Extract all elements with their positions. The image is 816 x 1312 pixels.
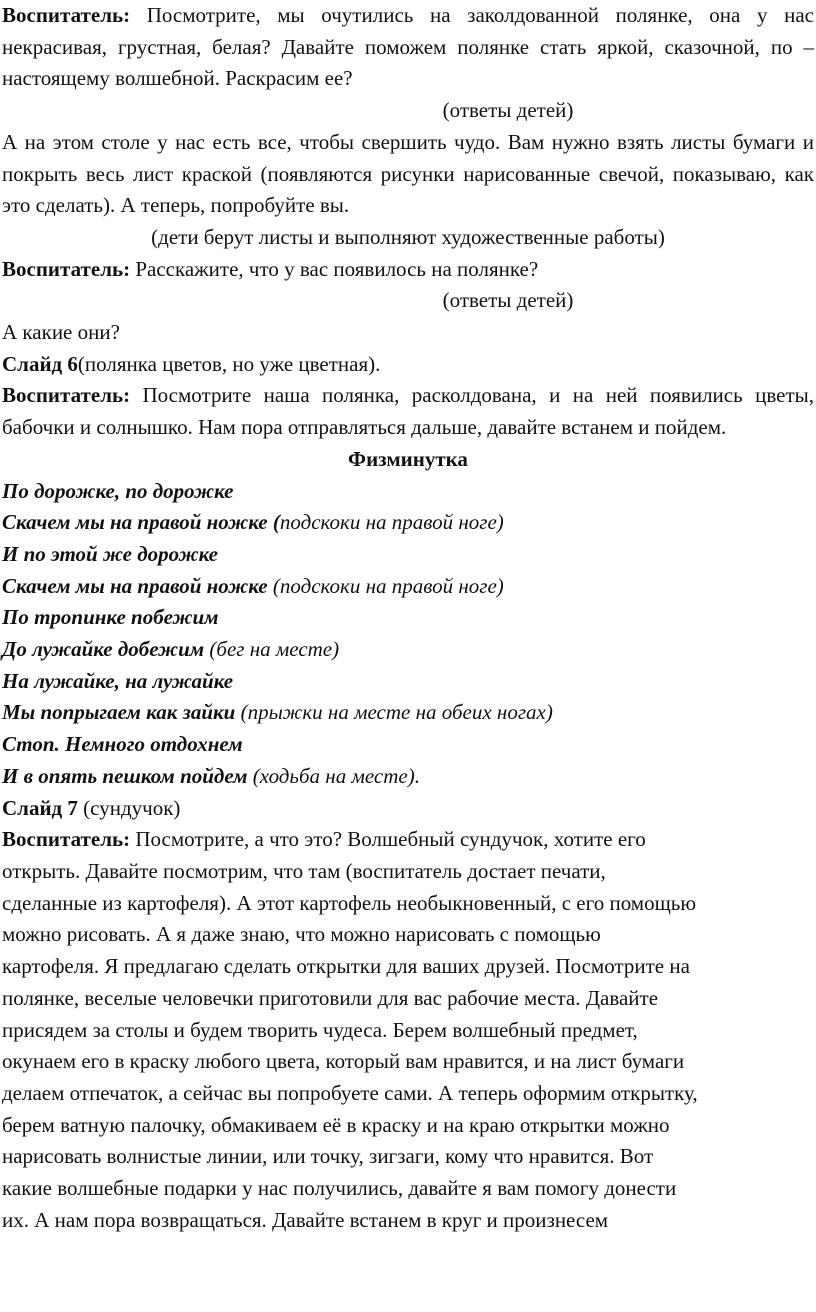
poem-line: Мы попрыгаем как зайки (прыжки на месте на обеих ногах) [2,700,553,725]
text-line: их. А нам пора возвращаться. Давайте встанем в круг и произнесем [2,1207,609,1232]
text-line: картофеля. Я предлагаю сделать открытки для ваших друзей. Посмотрите на [2,954,690,979]
paragraph-question: А какие они? [2,320,120,345]
poem-line: Скачем мы на правой ножке (подскоки на правой ноге) [2,573,504,598]
text-line: открыть. Давайте посмотрим, что там (воспитатель достает печати, [2,858,606,883]
poem-line: Скачем мы на правой ножке (подскоки на правой ноге) [2,510,504,535]
text-line: берем ватную палочку, обмакиваем её в краску и на краю открытки можно [2,1112,670,1137]
speaker-label: Воспитатель: [2,3,131,27]
speaker-label: Воспитатель: [2,827,131,852]
text-line: сделанные из картофеля). А этот картофель необыкновенный, с его помощью [2,890,697,915]
speaker-label: Воспитатель: [2,256,131,281]
slide-description: (полянка цветов, но уже цветная). [77,351,381,376]
text-line: присядем за столы и будем творить чудеса. Берем волшебный предмет, [2,1017,638,1042]
paragraph-text: Посмотрите, мы очутились на заколдованной полянке, она у нас некрасивая, грустная, белая? Давайте поможем полянке стать яркой, сказочной, по – настоящему волшебной. Раскрасим ее? [2,3,814,91]
text-line: нарисовать волнистые линии, или точку, зигзаги, кому что нравится. Вот [2,1144,654,1169]
poem-line: До лужайке добежим (бег на месте) [2,637,340,662]
poem-line: На лужайке, на лужайке [2,668,234,693]
speaker-label: Воспитатель: [2,383,131,408]
poem-block [2,476,814,793]
slide-description: (сундучок) [77,795,181,820]
stage-note: (дети берут листы и выполняют художественные работы) [151,224,665,249]
poem-line: Стоп. Немного отдохнем [2,732,243,757]
slide-label: Слайд 6 [2,351,78,376]
paragraph-transition [2,380,814,443]
text-line: делаем отпечаток, а сейчас вы попробуете сами. А теперь оформим открытку, [2,1080,698,1105]
slide-reference [2,793,814,825]
section-heading: Физминутка [348,446,468,471]
slide-reference [2,349,814,381]
poem-line: И по этой же дорожке [2,541,218,566]
stage-note: (ответы детей) [442,288,574,313]
text-line: окунаем его в краску любого цвета, который вам нравится, и на лист бумаги [2,1049,685,1074]
paragraph-intro [2,0,814,95]
text-line: Воспитатель: Посмотрите, а что это? Волшебный сундучок, хотите его [2,827,646,852]
slide-label: Слайд 7 [2,795,78,820]
paragraph-text: Расскажите, что у вас появилось на полянке? [130,256,539,281]
text-line: полянке, веселые человечки приготовили для вас рабочие места. Давайте [2,985,659,1010]
stage-note: (ответы детей) [442,98,574,123]
poem-line: По тропинке побежим [2,605,219,630]
poem-line: По дорожке, по дорожке [2,478,234,503]
poem-line: И в опять пешком пойдем (ходьба на месте). [2,763,420,788]
text-line: какие волшебные подарки у нас получились, давайте я вам помогу донести [2,1176,677,1201]
paragraph-text: Посмотрите наша полянка, расколдована, и на ней появились цветы, бабочки и солнышко. Нам пора отправляться дальше, давайте встанем и пойдем. [2,383,814,440]
paragraph-chest [2,824,814,1236]
paragraph-instructions: А на этом столе у нас есть все, чтобы свершить чудо. Вам нужно взять листы бумаги и покрыть весь лист краской (появляются рисунки нарисованные свечой, показываю, как это сделать). А теперь, попробуйте вы. [2,129,814,218]
text-line: можно рисовать. А я даже знаю, что можно нарисовать с помощью [2,922,601,947]
paragraph-question [2,254,814,286]
